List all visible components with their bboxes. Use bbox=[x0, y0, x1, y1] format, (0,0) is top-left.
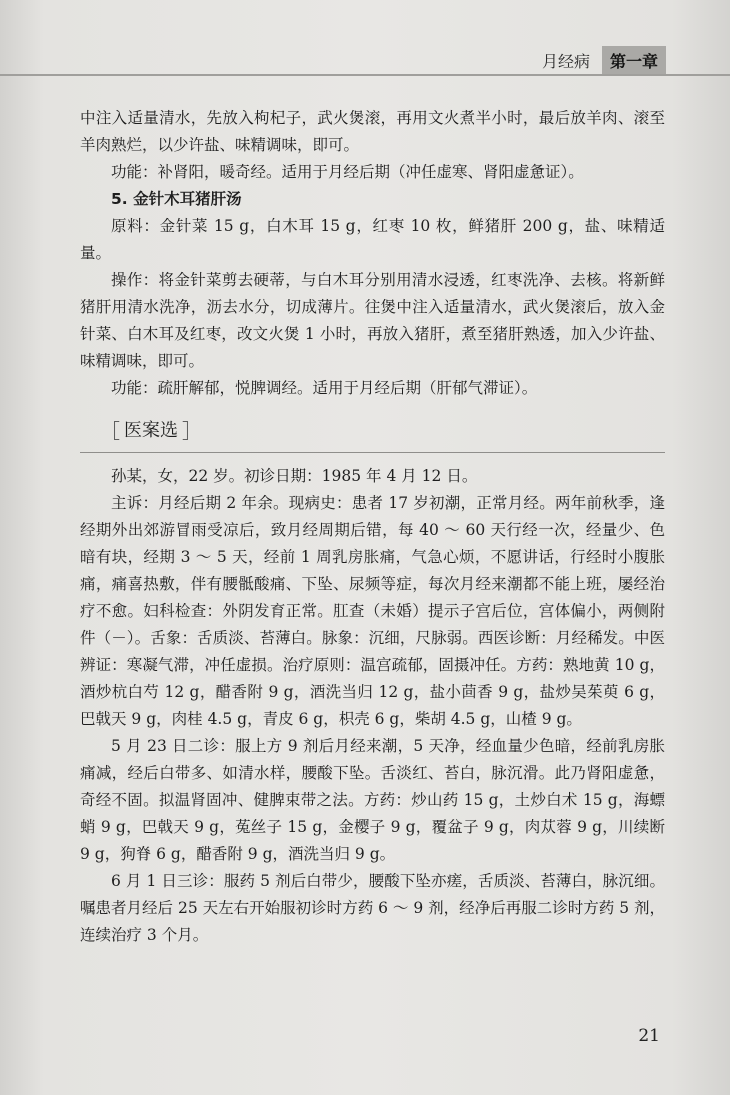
function-paragraph: 功能：补肾阳，暖奇经。适用于月经后期（冲任虚寒、肾阳虚惫证）。 bbox=[111, 163, 584, 181]
chapter-label: 第一章 bbox=[602, 46, 666, 75]
page-body bbox=[80, 105, 665, 949]
case-third-visit: 6 月 1 日三诊：服药 5 剂后白带少，腰酸下坠亦瘥，舌质淡、苔薄白，脉沉细。嘱患者月经后 25 天左右开始服初诊时方药 6 ～ 9 剂，经净后再服二诊时方药 5 剂，连续治疗 3 个月。 bbox=[80, 872, 665, 944]
case-section-heading bbox=[100, 418, 202, 444]
recipe-function: 功能：疏肝解郁，悦脾调经。适用于月经后期（肝郁气滞证）。 bbox=[111, 379, 538, 397]
section-title: 月经病 bbox=[541, 52, 590, 71]
case-section-rule bbox=[80, 452, 665, 453]
bracket-close: ］ bbox=[182, 419, 202, 443]
continued-paragraph: 中注入适量清水，先放入枸杞子，武火煲滚，再用文火煮半小时，最后放羊肉、滚至羊肉熟烂，以少许盐、味精调味，即可。 bbox=[80, 109, 665, 154]
recipe-heading: 5. 金针木耳猪肝汤 bbox=[111, 190, 242, 208]
header-rule bbox=[0, 74, 730, 76]
page-number: 21 bbox=[638, 1026, 660, 1046]
recipe-ingredients: 原料：金针菜 15 g，白木耳 15 g，红枣 10 枚，鲜猪肝 200 g，盐、味精适量。 bbox=[80, 217, 665, 262]
case-patient-info: 孙某，女，22 岁。初诊日期：1985 年 4 月 12 日。 bbox=[111, 467, 478, 485]
running-header bbox=[542, 46, 666, 75]
case-first-visit: 主诉：月经后期 2 年余。现病史：患者 17 岁初潮，正常月经。两年前秋季，逢经期外出郊游冒雨受凉后，致月经周期后错，每 40 ～ 60 天行经一次，经量少、色暗有块，经期 3 ～ 5 天，经前 1 周乳房胀痛，气急心烦，不愿讲话，行经时小腹胀痛，痛喜热敷，伴有腰骶酸痛、下坠、尿频等症，每次月经来潮都不能上班，屡经治疗不愈。妇科检查：外阴发育正常。肛查（未婚）提示子宫后位，宫体偏小，两侧附件（－）。舌象：舌质淡、苔薄白。脉象：沉细，尺脉弱。西医诊断：月经稀发。中医辨证：寒凝气滞，冲任虚损。治疗原则：温宫疏郁，固摄冲任。方药：熟地黄 10 g，酒炒杭白芍 12 g，醋香附 9 g，酒洗当归 12 g，盐小茴香 9 g，盐炒吴茱萸 6 g，巴戟天 9 g，肉桂 4.5 g，青皮 6 g，枳壳 6 g，柴胡 4.5 g，山楂 9 g。 bbox=[80, 494, 665, 728]
bracket-open: ［ bbox=[100, 419, 120, 443]
recipe-operation: 操作：将金针菜剪去硬蒂，与白木耳分别用清水浸透，红枣洗净、去核。将新鲜猪肝用清水洗净，沥去水分，切成薄片。往煲中注入适量清水，武火煲滚后，放入金针菜、白木耳及红枣，改文火煲 1 小时，再放入猪肝，煮至猪肝熟透，加入少许盐、味精调味，即可。 bbox=[80, 271, 665, 370]
case-second-visit: 5 月 23 日二诊：服上方 9 剂后月经来潮，5 天净，经血量少色暗，经前乳房胀痛减，经后白带多、如清水样，腰酸下坠。舌淡红、苔白，脉沉滑。此乃肾阳虚惫，奇经不固。拟温肾固冲、健脾束带之法。方药：炒山药 15 g，土炒白术 15 g，海螵蛸 9 g，巴戟天 9 g，菟丝子 15 g，金樱子 9 g，覆盆子 9 g，肉苁蓉 9 g，川续断 9 g，狗脊 6 g，醋香附 9 g，酒洗当归 9 g。 bbox=[80, 737, 665, 863]
case-section-title: 医案选 bbox=[124, 420, 178, 441]
